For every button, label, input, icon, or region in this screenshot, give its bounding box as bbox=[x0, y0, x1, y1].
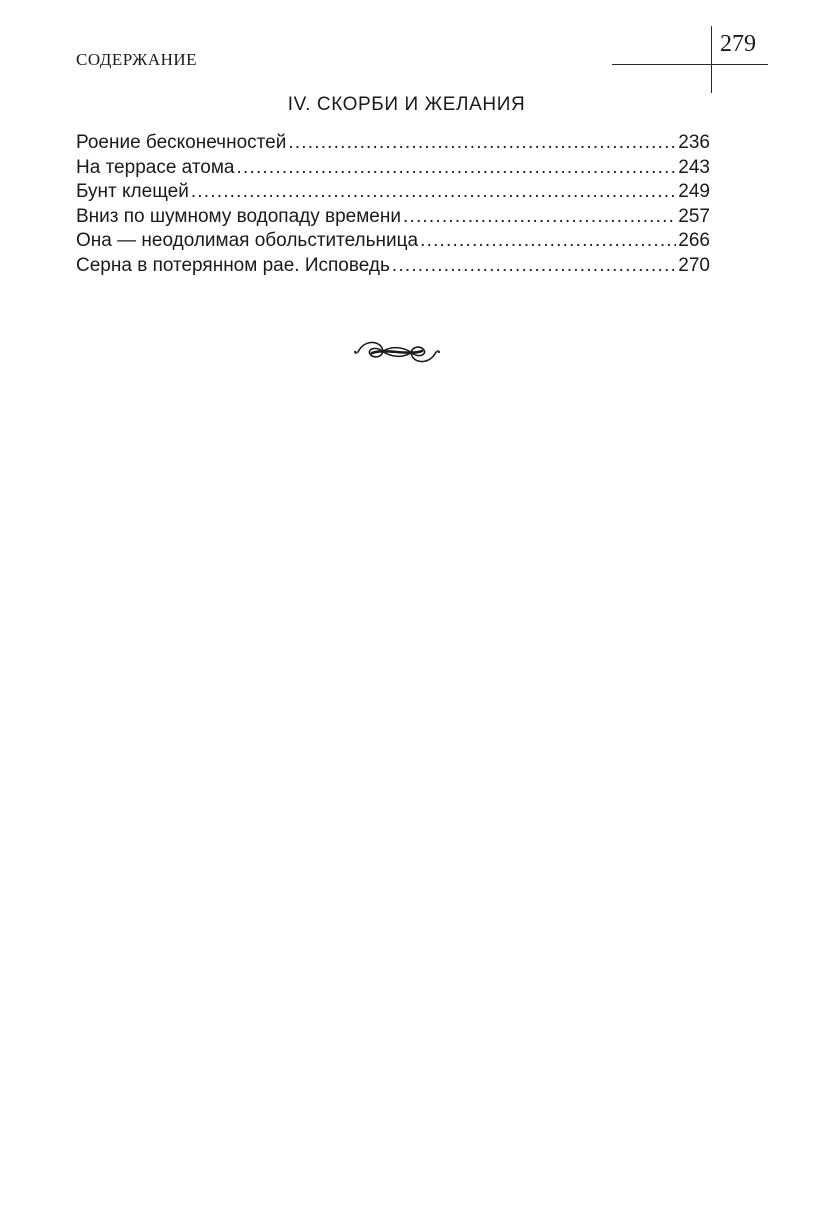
toc-entry bbox=[76, 229, 710, 254]
toc-entry-page: 249 bbox=[678, 181, 710, 203]
toc-entry-title: Она — неодолимая обольстительница bbox=[76, 230, 419, 252]
toc-entry-page: 243 bbox=[678, 156, 710, 178]
toc-entry bbox=[76, 156, 710, 181]
toc-entry-page: 236 bbox=[678, 132, 710, 153]
dot-leader bbox=[237, 156, 677, 181]
toc-entry-page: 257 bbox=[678, 205, 710, 227]
dot-leader bbox=[403, 205, 676, 230]
toc-entry bbox=[76, 131, 710, 156]
dot-leader bbox=[191, 180, 676, 205]
toc-entry bbox=[76, 180, 710, 205]
toc-entry bbox=[76, 254, 710, 279]
page-number: 279 bbox=[720, 31, 756, 57]
section-title: IV. СКОРБИ И ЖЕЛАНИЯ bbox=[287, 94, 526, 115]
header-rule bbox=[612, 64, 768, 65]
flourish-ornament-icon bbox=[352, 334, 442, 370]
toc-entry-title: На террасе атома bbox=[76, 156, 235, 178]
header-vertical-rule bbox=[711, 26, 712, 93]
dot-leader bbox=[420, 229, 676, 254]
dot-leader bbox=[288, 131, 676, 156]
toc-entry-page: 266 bbox=[678, 230, 710, 252]
running-head: СОДЕРЖАНИЕ bbox=[76, 50, 198, 69]
toc-entry-title: Бунт клещей bbox=[76, 181, 189, 203]
toc-entry-title: Роение бесконечностей bbox=[76, 132, 287, 153]
toc-entry bbox=[76, 205, 710, 230]
toc-entry-title: Серна в потерянном рае. Исповедь bbox=[76, 254, 390, 276]
toc-entry-title: Вниз по шумному водопаду времени bbox=[76, 205, 401, 227]
dot-leader bbox=[392, 254, 676, 279]
toc-entry-page: 270 bbox=[678, 254, 710, 276]
table-of-contents bbox=[76, 131, 710, 279]
